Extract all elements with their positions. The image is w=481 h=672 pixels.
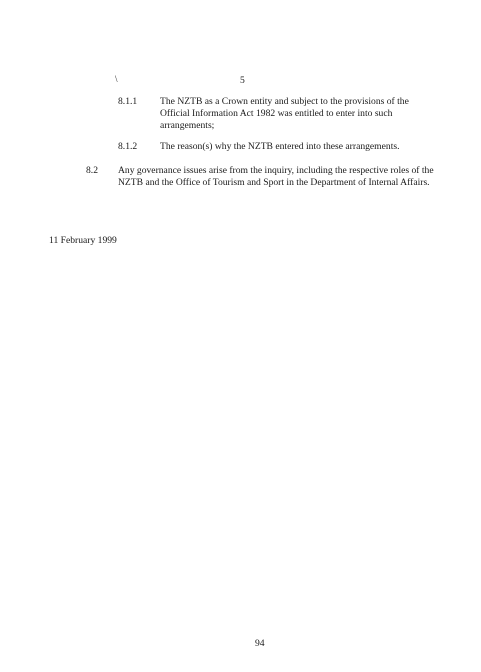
stray-mark: \ bbox=[115, 74, 118, 84]
clause-number: 8.1.2 bbox=[118, 141, 138, 152]
clause-number: 8.1.1 bbox=[118, 96, 138, 107]
clause-text: Any governance issues arise from the inquiry, including the respective roles of the NZTB and the Office of Tourism and Sport in the Department of Internal Affairs. bbox=[118, 165, 434, 188]
document-date: 11 February 1999 bbox=[49, 235, 117, 246]
page-number: 94 bbox=[255, 638, 265, 649]
page-label: 5 bbox=[240, 75, 245, 86]
clause-number: 8.2 bbox=[86, 165, 98, 176]
clause-text: The NZTB as a Crown entity and subject to the provisions of the Official Information Act 1982 was entitled to enter into such arrangements; bbox=[160, 96, 409, 131]
clause-text: The reason(s) why the NZTB entered into these arrangements. bbox=[160, 141, 400, 152]
